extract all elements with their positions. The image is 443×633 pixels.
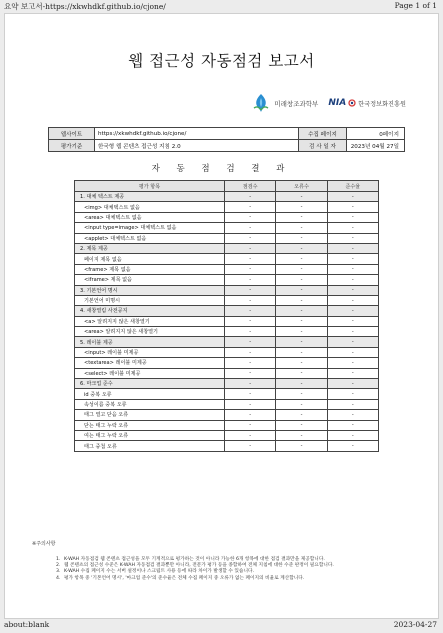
row-error-count: -: [276, 410, 327, 420]
row-check-count: -: [225, 410, 276, 420]
row-check-count: -: [225, 327, 276, 337]
table-row: [75, 430, 379, 440]
note-number: 1.: [56, 556, 61, 562]
row-item: 4. 새창열림 사전공지: [75, 306, 225, 316]
row-error-count: -: [276, 223, 327, 233]
nia-swirl-icon: [348, 99, 356, 107]
logo-area: [251, 91, 406, 115]
row-compliance-rate: -: [327, 243, 378, 253]
ministry-logo-text: 미래창조과학부: [274, 99, 319, 108]
row-error-count: -: [276, 358, 327, 368]
row-item: id 중복 오류: [75, 389, 225, 399]
table-row: [75, 202, 379, 212]
row-compliance-rate: -: [327, 223, 378, 233]
note-text: K-WAH 수집 페이지 수는 서버 설정이나 스크립트 사용 등에 따라 차이가 발생할 수 있습니다.: [64, 569, 255, 575]
row-item: <select> 레이블 미제공: [75, 368, 225, 378]
row-error-count: -: [276, 295, 327, 305]
row-check-count: -: [225, 264, 276, 274]
standard-value: 한국형 웹 콘텐츠 접근성 지침 2.0: [95, 140, 299, 152]
row-item: <a> 알려지지 않은 새창열기: [75, 316, 225, 326]
notes-section: [32, 541, 427, 582]
note-text: 웹 콘텐츠의 접근성 수준은 K-WAH 자동점검 결과뿐만 아니라, 전문가 평가 등을 종합하여 전체 지침에 대한 수준 판정이 필요합니다.: [64, 563, 334, 569]
note-number: 2.: [56, 563, 61, 569]
row-compliance-rate: -: [327, 337, 378, 347]
row-item: 여는 태그 누락 오류: [75, 430, 225, 440]
col-rate: 준수율: [327, 181, 378, 192]
row-error-count: -: [276, 202, 327, 212]
row-item: 6. 마크업 준수: [75, 379, 225, 389]
table-row: [75, 295, 379, 305]
date-value: 2023년 04월 27일: [347, 140, 405, 152]
note-number: 4.: [56, 575, 61, 581]
row-compliance-rate: -: [327, 202, 378, 212]
row-check-count: -: [225, 233, 276, 243]
table-row: [75, 327, 379, 337]
row-error-count: -: [276, 399, 327, 409]
site-label: 웹사이트: [49, 128, 95, 140]
table-row: [75, 410, 379, 420]
standard-label: 평가기준: [49, 140, 95, 152]
row-error-count: -: [276, 264, 327, 274]
category-row: [75, 306, 379, 316]
row-error-count: -: [276, 243, 327, 253]
row-item: <applet> 대체텍스트 없음: [75, 233, 225, 243]
nia-logo: [328, 98, 406, 108]
note-text: 평가 항목 중 '기본언어 명시', '마크업 준수'의 준수율은 전체 수집 페이지 중 오류가 없는 페이지의 비율로 계산합니다.: [64, 575, 305, 581]
results-title: 자 동 점 검 결 과: [151, 164, 292, 174]
row-item: <iframe> 제목 없음: [75, 275, 225, 285]
row-check-count: -: [225, 243, 276, 253]
nia-logo-mark: NIA: [328, 98, 347, 108]
row-compliance-rate: -: [327, 327, 378, 337]
row-error-count: -: [276, 420, 327, 430]
row-compliance-rate: -: [327, 233, 378, 243]
page-title: 웹 접근성 자동점검 보고서: [128, 52, 315, 70]
row-compliance-rate: -: [327, 368, 378, 378]
table-row: [75, 368, 379, 378]
table-row: [75, 223, 379, 233]
note-number: 3.: [56, 569, 61, 575]
row-check-count: -: [225, 441, 276, 451]
browser-print-header: [4, 1, 437, 11]
date-label: 검 사 일 자: [299, 140, 347, 152]
row-error-count: -: [276, 275, 327, 285]
row-compliance-rate: -: [327, 410, 378, 420]
category-row: [75, 243, 379, 253]
col-item: 평가 항목: [75, 181, 225, 192]
row-compliance-rate: -: [327, 379, 378, 389]
table-row: [75, 254, 379, 264]
category-row: [75, 337, 379, 347]
row-item: 1. 대체 텍스트 제공: [75, 192, 225, 202]
category-row: [75, 285, 379, 295]
table-row: [75, 264, 379, 274]
table-row: [75, 399, 379, 409]
row-item: 태그 중첩 오류: [75, 441, 225, 451]
row-check-count: -: [225, 223, 276, 233]
row-check-count: -: [225, 295, 276, 305]
row-check-count: -: [225, 358, 276, 368]
row-item: 페이지 제목 없음: [75, 254, 225, 264]
row-compliance-rate: -: [327, 295, 378, 305]
row-check-count: -: [225, 306, 276, 316]
row-check-count: -: [225, 212, 276, 222]
row-check-count: -: [225, 275, 276, 285]
pages-value: 0페이지: [347, 128, 405, 140]
col-check: 점검수: [225, 181, 276, 192]
row-item: <input> 레이블 미제공: [75, 347, 225, 357]
row-item: 속성이름 중복 오류: [75, 399, 225, 409]
print-header-page: Page 1 of 1: [394, 1, 437, 10]
print-header-url: 요약 보고서-https://xkwhdkf.github.io/cjone/: [4, 2, 166, 11]
row-item: <input type=image> 대체텍스트 없음: [75, 223, 225, 233]
note-item: [56, 576, 427, 582]
row-check-count: -: [225, 316, 276, 326]
row-check-count: -: [225, 368, 276, 378]
row-error-count: -: [276, 368, 327, 378]
row-item: <frame> 제목 없음: [75, 264, 225, 274]
category-row: [75, 192, 379, 202]
table-row: [75, 233, 379, 243]
row-check-count: -: [225, 420, 276, 430]
table-row: [75, 358, 379, 368]
row-check-count: -: [225, 192, 276, 202]
row-error-count: -: [276, 306, 327, 316]
row-check-count: -: [225, 285, 276, 295]
table-row: [75, 347, 379, 357]
row-compliance-rate: -: [327, 389, 378, 399]
row-error-count: -: [276, 347, 327, 357]
row-item: 기본언어 미명시: [75, 295, 225, 305]
row-check-count: -: [225, 347, 276, 357]
row-compliance-rate: -: [327, 430, 378, 440]
row-compliance-rate: -: [327, 316, 378, 326]
row-compliance-rate: -: [327, 192, 378, 202]
site-url: https://xkwhdkf.github.io/cjone/: [95, 128, 299, 140]
row-error-count: -: [276, 389, 327, 399]
row-item: 3. 기본언어 명시: [75, 285, 225, 295]
row-error-count: -: [276, 254, 327, 264]
row-check-count: -: [225, 379, 276, 389]
row-compliance-rate: -: [327, 441, 378, 451]
row-compliance-rate: -: [327, 212, 378, 222]
row-item: 태그 열고 닫음 오류: [75, 410, 225, 420]
results-table: [74, 180, 379, 452]
table-row: [75, 441, 379, 451]
site-info-row-1: [49, 128, 405, 140]
notes-title: ※주의사항: [32, 541, 56, 547]
browser-print-footer: [4, 620, 437, 630]
row-check-count: -: [225, 399, 276, 409]
table-row: [75, 389, 379, 399]
row-check-count: -: [225, 389, 276, 399]
print-footer-date: 2023-04-27: [393, 620, 437, 629]
row-compliance-rate: -: [327, 254, 378, 264]
row-error-count: -: [276, 441, 327, 451]
row-compliance-rate: -: [327, 399, 378, 409]
row-error-count: -: [276, 285, 327, 295]
nia-logo-text: 한국정보화진흥원: [358, 100, 406, 108]
row-compliance-rate: -: [327, 285, 378, 295]
row-error-count: -: [276, 192, 327, 202]
row-item: 5. 레이블 제공: [75, 337, 225, 347]
row-error-count: -: [276, 212, 327, 222]
category-row: [75, 379, 379, 389]
row-item: <textarea> 레이블 미제공: [75, 358, 225, 368]
row-check-count: -: [225, 202, 276, 212]
row-item: <area> 알려지지 않은 새창열기: [75, 327, 225, 337]
row-item: 2. 제목 제공: [75, 243, 225, 253]
row-compliance-rate: -: [327, 264, 378, 274]
row-check-count: -: [225, 337, 276, 347]
row-error-count: -: [276, 316, 327, 326]
row-error-count: -: [276, 327, 327, 337]
table-row: [75, 212, 379, 222]
col-error: 오류수: [276, 181, 327, 192]
notes-list: [32, 557, 427, 582]
site-info-row-2: [49, 140, 405, 152]
table-row: [75, 316, 379, 326]
row-compliance-rate: -: [327, 420, 378, 430]
row-item: 닫는 태그 누락 오류: [75, 420, 225, 430]
note-text: K-WAH 자동점검 웹 콘텐츠 접근성을 모두 기계적으로 평가하는 것이 아니라 가능한 6개 항목에 대한 점검 결과만을 제공합니다.: [64, 556, 325, 562]
row-error-count: -: [276, 337, 327, 347]
row-error-count: -: [276, 233, 327, 243]
row-compliance-rate: -: [327, 275, 378, 285]
row-compliance-rate: -: [327, 306, 378, 316]
row-error-count: -: [276, 379, 327, 389]
row-item: <img> 대체텍스트 없음: [75, 202, 225, 212]
table-row: [75, 275, 379, 285]
table-row: [75, 420, 379, 430]
print-footer-url: about:blank: [4, 620, 50, 629]
row-error-count: -: [276, 430, 327, 440]
results-header-row: [75, 181, 379, 192]
ministry-emblem-icon: [251, 92, 271, 114]
report-page: [4, 13, 439, 619]
row-compliance-rate: -: [327, 347, 378, 357]
row-check-count: -: [225, 254, 276, 264]
row-compliance-rate: -: [327, 358, 378, 368]
row-check-count: -: [225, 430, 276, 440]
pages-label: 수집 페이지: [299, 128, 347, 140]
row-item: <area> 대체텍스트 없음: [75, 212, 225, 222]
ministry-logo: [251, 92, 318, 114]
site-info-table: [48, 127, 405, 152]
